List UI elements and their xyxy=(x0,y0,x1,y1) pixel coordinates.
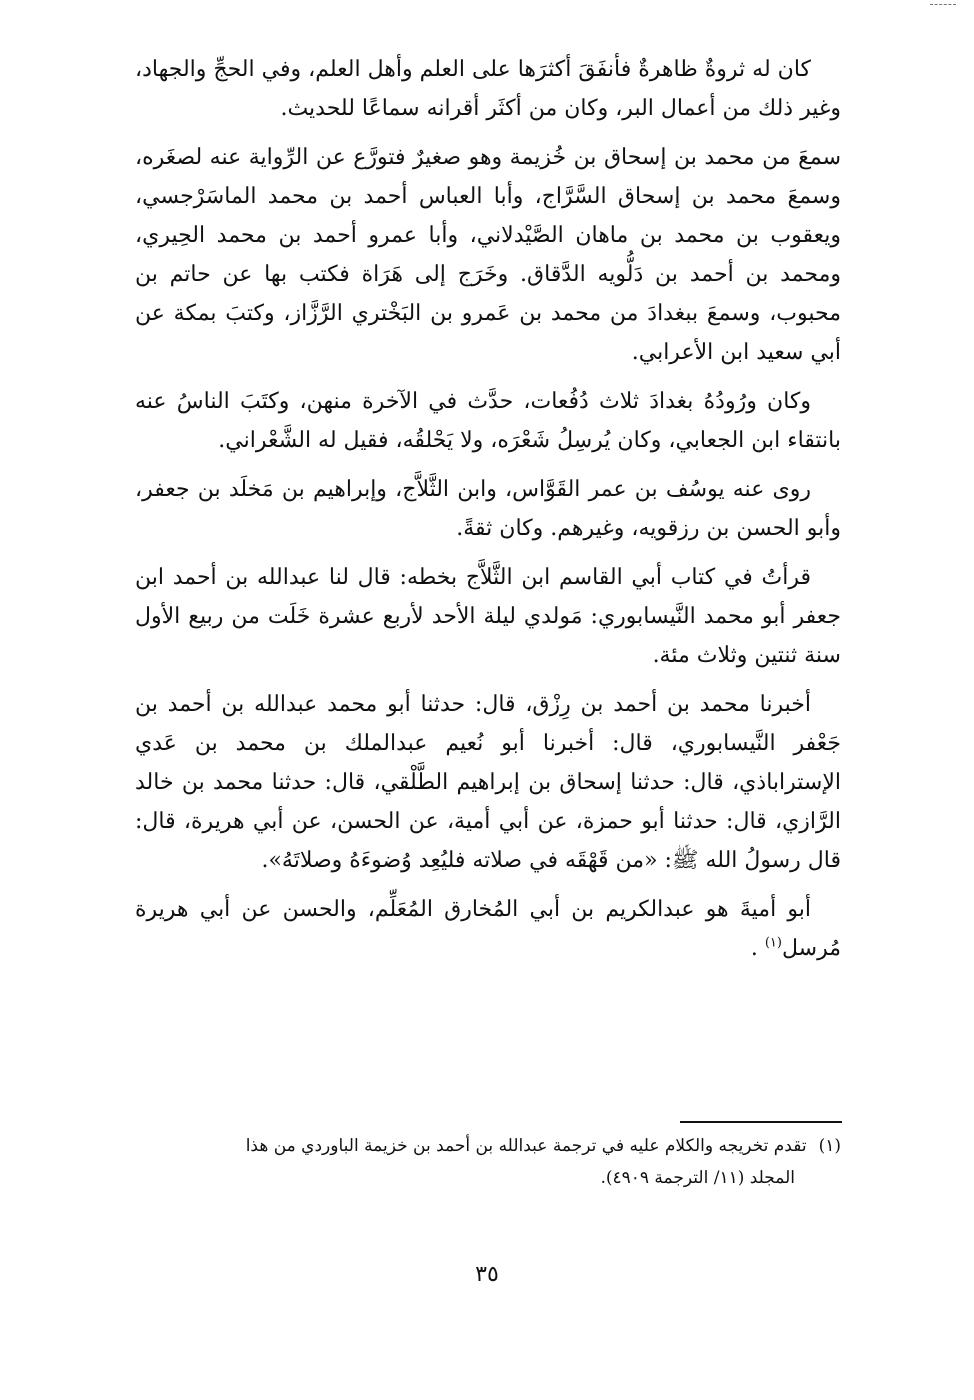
paragraph-5: قرأتُ في كتاب أبي القاسم ابن الثَّلاَّج بخطه: قال لنا عبدالله بن أحمد ابن جعفر أبو محمد النَّيسابوري: مَولدي ليلة الأحد لأربع عشرة خَلَت من ربيع الأول سنة ثنتين وثلاث مئة. xyxy=(135,565,841,668)
footnote-1 xyxy=(135,1130,841,1162)
footnote-marker: (١) xyxy=(764,935,782,951)
paragraph-6: أخبرنا محمد بن أحمد بن رِزْق، قال: حدثنا أبو محمد عبدالله بن أحمد بن جَعْفر النَّيسابوري، قال: أخبرنا أبو نُعيم عبدالملك بن محمد بن عَدي الإستراباذي، قال: حدثنا إسحاق بن إبراهيم الطَّلْقي، قال: حدثنا محمد بن خالد الرَّازي، قال: حدثنا أبو حمزة، عن أبي أمية، عن الحسن، عن أبي هريرة، قال: قال رسولُ الله ﷺ: «من قَهْقَه في صلاته فليُعِد وُضوءَهُ وصلاتَهُ». xyxy=(135,692,842,873)
final-period: . xyxy=(750,936,758,961)
paragraph-1: كان له ثروةٌ ظاهرةٌ فأنفَقَ أكثرَها على العلم وأهل العلم، وفي الحجِّ والجهاد، وغير ذلك من أعمال البر، وكان من أكثَر أقرانه سماعًا للحديث. xyxy=(135,57,841,121)
paragraph-7 xyxy=(135,890,841,968)
paragraph-7-text: أبو أميةَ هو عبدالكريم بن أبي المُخارق المُعَلِّم، والحسن عن أبي هريرة مُرسل xyxy=(135,897,841,961)
footnote-separator xyxy=(680,1121,842,1123)
footnote-number: (١) xyxy=(818,1136,841,1156)
page-body xyxy=(135,50,841,978)
paragraph-2: سمعَ من محمد بن إسحاق بن خُزيمة وهو صغيرٌ فتورَّع عن الرِّواية عنه لصغَره، وسمعَ محمد بن إسحاق السَّرَّاج، وأبا العباس أحمد بن محمد الماسَرْجسي، ويعقوب بن محمد بن ماهان الصَّيْدلاني، وأبا عمرو أحمد بن محمد الحِيري، ومحمد بن أحمد بن دَلُّويه الدَّقاق. وخَرَج إلى هَرَاة فكتب بها عن حاتم بن محبوب، وسمعَ ببغدادَ من محمد بن عَمرو بن البَخْتري الرَّزَّاز، وكتبَ بمكة عن أبي سعيد ابن الأعرابي. xyxy=(135,145,841,365)
paragraph-4: روى عنه يوسُف بن عمر القَوَّاس، وابن الثَّلاَّج، وإبراهيم بن مَخلَد بن جعفر، وأبو الحسن بن رزقويه، وغيرهم. وكان ثقةً. xyxy=(135,477,841,541)
page-number: ٣٥ xyxy=(475,1262,499,1287)
footnotes xyxy=(135,1130,841,1194)
corner-mark xyxy=(930,4,956,5)
footnote-continuation: المجلد (١١/ الترجمة ٤٩٠٩). xyxy=(600,1168,795,1188)
paragraph-3: وكان ورُودُهُ بغدادَ ثلاث دُفُعات، حدَّث في الآخرة منهن، وكتَبَ الناسُ عنه بانتقاء ابن الجعابي، وكان يُرسِلُ شَعْرَه، ولا يَحْلقُه، فقيل له الشَّعْراني. xyxy=(135,389,841,453)
footnote-text: تقدم تخريجه والكلام عليه في ترجمة عبدالله بن أحمد بن خزيمة الباوردي من هذا xyxy=(245,1136,807,1156)
